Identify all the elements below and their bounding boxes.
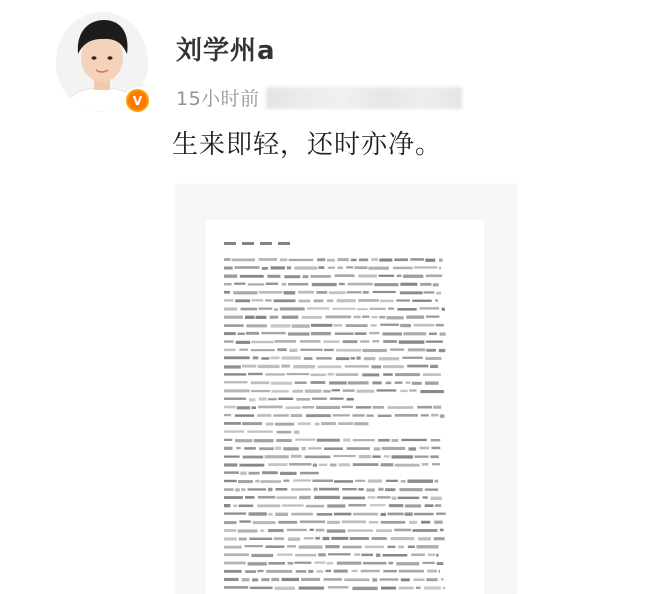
letter-page-image — [206, 220, 484, 594]
post-text: 生来即轻，还时亦净。 — [172, 130, 443, 160]
verified-badge-letter: V — [128, 91, 147, 110]
username[interactable]: 刘学州a — [176, 36, 276, 66]
attached-image[interactable] — [176, 185, 516, 594]
post-time[interactable]: 15小时前 — [176, 88, 260, 110]
blurred-source — [266, 87, 462, 109]
post-meta — [176, 84, 462, 111]
verified-badge-icon — [124, 87, 151, 114]
